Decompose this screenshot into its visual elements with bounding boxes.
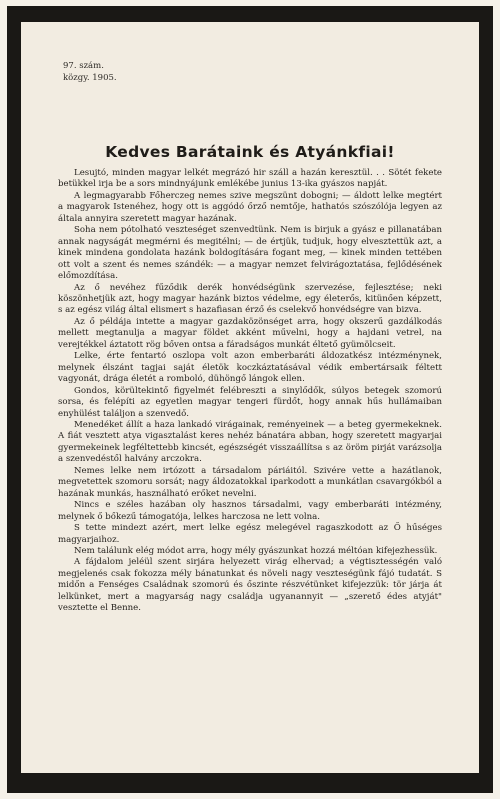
paragraph: A fájdalom jeléül szent sirjára helyezett virág elhervad; a végtisztességén való megjelenés csak fokozza mély bánatunkat és növeli nagy veszteségünk fájó tudatát. S midőn a Fenséges Családnak szomorú és őszinte részvétünket kifejezzük: tör járja át lelkünket, mert a magyarság nagy családja ugyanannyit — „szerető édes atyját" vesztette el Benne.	[58, 557, 442, 614]
paragraph: Nincs e széles hazában oly hasznos társadalmi, vagy emberbaráti intézmény, melynek ő bőkezű támogatója, lelkes harczosa ne lett volna.	[58, 500, 442, 522]
reference-block	[63, 60, 117, 84]
paragraph: Nem találunk elég módot arra, hogy mély gyászunkat hozzá méltóan kifejezhessük.	[74, 545, 438, 556]
paragraph: Soha nem pótolható veszteséget szenvedtünk. Nem is birjuk a gyász e pillanatában annak nagyságát megmérni és megitélni; — de értjük, tudjuk, hogy elvesztettük azt, a kinek mindenа gondolata hazánk boldogítására fogant meg, — kinek minden tettében ott volt a szent és nemes szándék: — a magyar nemzet felvirágoztatása, fejlődésének előmozdítása.	[58, 225, 442, 282]
letter-body	[58, 168, 442, 615]
paragraph: A legmagyarabb Főherczeg nemes szive megszünt dobogni; — áldott lelke megtért a magyarok Istenéhez, hogy ott is aggódó őrző nemtője, hathatós szószólója legyen az általa annyira szeretett magyar hazának.	[58, 190, 442, 224]
paragraph: Az ő nevéhez fűződik derék honvédségünk szervezése, fejlesztése; neki köszönhetjük azt, hogy magyar hazánk biztos védelme, egy életerős, kitünően képzett, s az egész világ által elismert s hazafiasan érző és cselekvő honvédségre van bizva.	[58, 282, 442, 316]
reference-meeting: közgy. 1905.	[63, 73, 117, 83]
paragraph: Az ő példája intette a magyar gazdaközönséget arra, hogy okszerű gazdálkodás mellett megtanulja a magyar földet akként művelni, hogy a hajdani vetrel, na verejtékkel áztatott rög bőven ontsa a fáradságos munkát éltető gyümölcseit.	[58, 316, 442, 350]
reference-number: 97. szám.	[63, 61, 104, 71]
paragraph: Lesujtó, minden magyar lelkét megrázó hir száll a hazán keresztül. . . Sötét fekete betükkel irja be a sors mindnyájunk emlékébe junius 13-ika gyászos napját.	[58, 168, 442, 190]
paragraph: Lelke, érte fentartó oszlopa volt azon emberbaráti áldozatkész intézménynek, melynek élszánt tagjai saját életök koczkáztatásával védik embertársaik féltett vagyonát, drága életét a romboló, dühöngő lángok ellen.	[58, 351, 442, 385]
page-title: Kedves Barátaink és Atyánkfiai!	[105, 143, 395, 161]
paragraph: Nemes lelke nem irtózott a társadalom páriáitól. Szivére vette a hazátlanok, megvetettek szomoru sorsát; nagy áldozatokkal iparkodott a munkátlan csavargókból a hazának munkás, használható erőket nevelni.	[58, 465, 442, 499]
paragraph: Gondos, körültekintő figyelmét felébreszti a sinylődők, súlyos betegek szomorú sorsa, és felépíti az egyetlen magyar tengeri fürdőt, hogy annak hűs hullámaiban enyhülést találjon a szenvedő.	[58, 385, 442, 419]
paragraph: S tette mindezt azért, mert lelke egész melegével ragaszkodott az Ő hűséges magyarjaihoz.	[58, 523, 442, 545]
paragraph: Menedéket állít a haza lankadó virágainak, reményeinek — a beteg gyermekeknek. A fiát vesztett atya vigasztalást keres nehéz bánatára abban, hogy szeretett magyarjai gyermekeinek legféltettebb kincsét, egészségét visszaállítsa s az öröm pirját varázsolja a szenvedéstől halvány arczokra.	[58, 419, 442, 465]
